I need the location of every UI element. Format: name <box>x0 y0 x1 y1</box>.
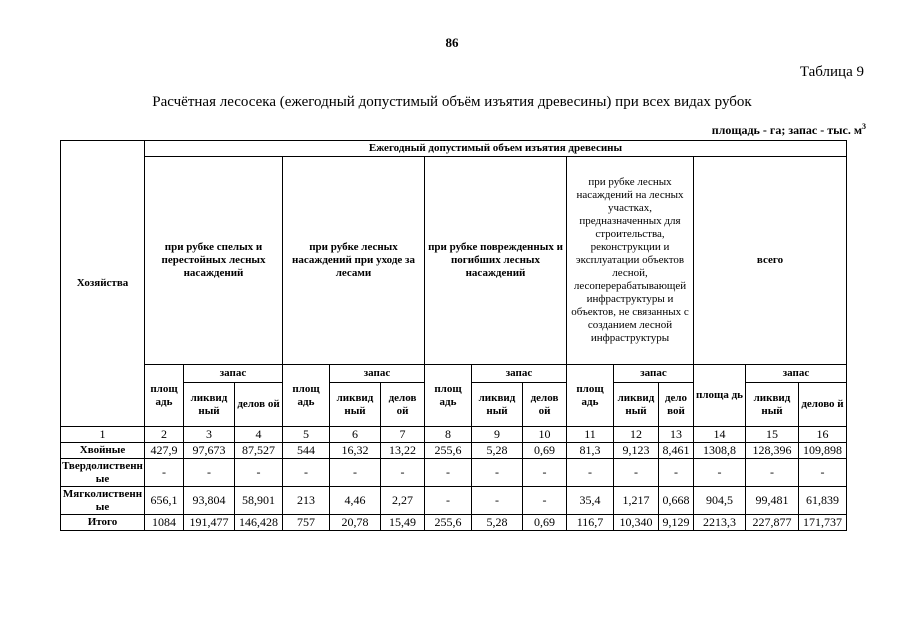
table-cell: 13,22 <box>381 443 425 459</box>
table-row <box>61 515 847 531</box>
stock-header: запас <box>746 365 847 383</box>
table-cell: 58,901 <box>235 487 283 515</box>
table-cell: - <box>472 487 523 515</box>
col-number: 1 <box>61 427 145 443</box>
table-cell: 255,6 <box>425 443 472 459</box>
table-cell: 1308,8 <box>694 443 746 459</box>
business-header: делово й <box>799 383 847 427</box>
table-cell: 87,527 <box>235 443 283 459</box>
table-cell: 227,877 <box>746 515 799 531</box>
table-cell: - <box>659 459 694 487</box>
table-cell: 9,129 <box>659 515 694 531</box>
table-cell: - <box>694 459 746 487</box>
business-header: делов ой <box>235 383 283 427</box>
col-number: 14 <box>694 427 746 443</box>
table-cell: 61,839 <box>799 487 847 515</box>
col-number: 2 <box>145 427 184 443</box>
area-header: площ адь <box>425 365 472 427</box>
table-title: Расчётная лесосека (ежегодный допустимый объём изъятия древесины) при всех видах рубок <box>152 94 752 110</box>
table-cell: - <box>746 459 799 487</box>
table-cell: 9,123 <box>614 443 659 459</box>
table-cell: 4,46 <box>330 487 381 515</box>
table-cell: - <box>235 459 283 487</box>
table-cell: 171,737 <box>799 515 847 531</box>
page-number: 86 <box>445 35 459 50</box>
table-cell: 20,78 <box>330 515 381 531</box>
liquid-header: ликвид ный <box>330 383 381 427</box>
table-cell: 656,1 <box>145 487 184 515</box>
table-cell: 1084 <box>145 515 184 531</box>
row-label: Итого <box>61 515 145 531</box>
group-header: при рубке спелых и перестойных лесных насаждений <box>145 157 283 365</box>
col-number: 5 <box>283 427 330 443</box>
table-cell: 15,49 <box>381 515 425 531</box>
table-cell: - <box>614 459 659 487</box>
col-number: 10 <box>523 427 567 443</box>
area-header: площ адь <box>145 365 184 427</box>
liquid-header: ликвид ный <box>472 383 523 427</box>
table-cell: 81,3 <box>567 443 614 459</box>
col-number: 9 <box>472 427 523 443</box>
table-cell: 146,428 <box>235 515 283 531</box>
col-number: 4 <box>235 427 283 443</box>
table-cell: - <box>184 459 235 487</box>
business-header: дело вой <box>659 383 694 427</box>
table-cell: - <box>523 487 567 515</box>
table-cell: 757 <box>283 515 330 531</box>
col-number: 7 <box>381 427 425 443</box>
stock-header: запас <box>614 365 694 383</box>
group-header: всего <box>694 157 847 365</box>
top-header: Ежегодный допустимый объем изъятия древесины <box>145 141 847 157</box>
table-cell: - <box>330 459 381 487</box>
area-header: площа дь <box>694 365 746 427</box>
area-header: площ адь <box>283 365 330 427</box>
table-cell: - <box>381 459 425 487</box>
liquid-header: ликвид ный <box>614 383 659 427</box>
table-body <box>61 443 847 531</box>
col-number: 12 <box>614 427 659 443</box>
business-header: делов ой <box>381 383 425 427</box>
table-cell: 97,673 <box>184 443 235 459</box>
table-label: Таблица 9 <box>799 64 864 80</box>
table-cell: 5,28 <box>472 515 523 531</box>
column-number-row <box>61 427 847 443</box>
col-number: 13 <box>659 427 694 443</box>
area-header: площ адь <box>567 365 614 427</box>
table-cell: 128,396 <box>746 443 799 459</box>
liquid-header: ликвид ный <box>184 383 235 427</box>
table-row <box>61 443 847 459</box>
table-cell: 35,4 <box>567 487 614 515</box>
table-cell: - <box>567 459 614 487</box>
table-cell: - <box>799 459 847 487</box>
group-header: при рубке поврежденных и погибших лесных насаждений <box>425 157 567 365</box>
table-cell: 0,69 <box>523 443 567 459</box>
table-cell: 16,32 <box>330 443 381 459</box>
stock-header: запас <box>184 365 283 383</box>
table-row <box>61 459 847 487</box>
stock-header: запас <box>472 365 567 383</box>
col-number: 6 <box>330 427 381 443</box>
table-cell: 191,477 <box>184 515 235 531</box>
table-cell: 109,898 <box>799 443 847 459</box>
harvest-table <box>60 140 847 531</box>
table-cell: 544 <box>283 443 330 459</box>
row-label: Хвойные <box>61 443 145 459</box>
col-number: 15 <box>746 427 799 443</box>
business-header: делов ой <box>523 383 567 427</box>
farm-header: Хозяйства <box>61 141 145 427</box>
table-cell: 5,28 <box>472 443 523 459</box>
table-cell: 0,668 <box>659 487 694 515</box>
table-cell: 93,804 <box>184 487 235 515</box>
row-label: Мягколиственные <box>61 487 145 515</box>
table-cell: - <box>523 459 567 487</box>
col-number: 16 <box>799 427 847 443</box>
stock-header: запас <box>330 365 425 383</box>
table-cell: 0,69 <box>523 515 567 531</box>
table-cell: - <box>472 459 523 487</box>
table-cell: 8,461 <box>659 443 694 459</box>
table-cell: - <box>283 459 330 487</box>
col-number: 8 <box>425 427 472 443</box>
table-cell: 1,217 <box>614 487 659 515</box>
liquid-header: ликвид ный <box>746 383 799 427</box>
col-number: 11 <box>567 427 614 443</box>
group-header: при рубке лесных насаждений при уходе за лесами <box>283 157 425 365</box>
col-number: 3 <box>184 427 235 443</box>
table-cell: - <box>425 487 472 515</box>
table-cell: 213 <box>283 487 330 515</box>
table-cell: 2,27 <box>381 487 425 515</box>
row-label: Твердолиственные <box>62 459 143 485</box>
table-row <box>61 487 847 515</box>
table-cell: 2213,3 <box>694 515 746 531</box>
units-note: площадь - га; запас - тыс. $м^3$ <box>711 122 866 137</box>
table-cell: 427,9 <box>145 443 184 459</box>
table-cell: 255,6 <box>425 515 472 531</box>
table-cell: 116,7 <box>567 515 614 531</box>
table-cell: 10,340 <box>614 515 659 531</box>
table-cell: - <box>145 459 184 487</box>
table-cell: 99,481 <box>746 487 799 515</box>
group-header: при рубке лесных насаждений на лесных участках, предназначенных для строительства, реконструкции и эксплуатации объектов лесной, лесоперерабатывающей инфраструктуры и объектов, не связанных с созданием лесной инфраструктуры <box>567 157 694 365</box>
table-cell: - <box>425 459 472 487</box>
table-cell: 904,5 <box>694 487 746 515</box>
